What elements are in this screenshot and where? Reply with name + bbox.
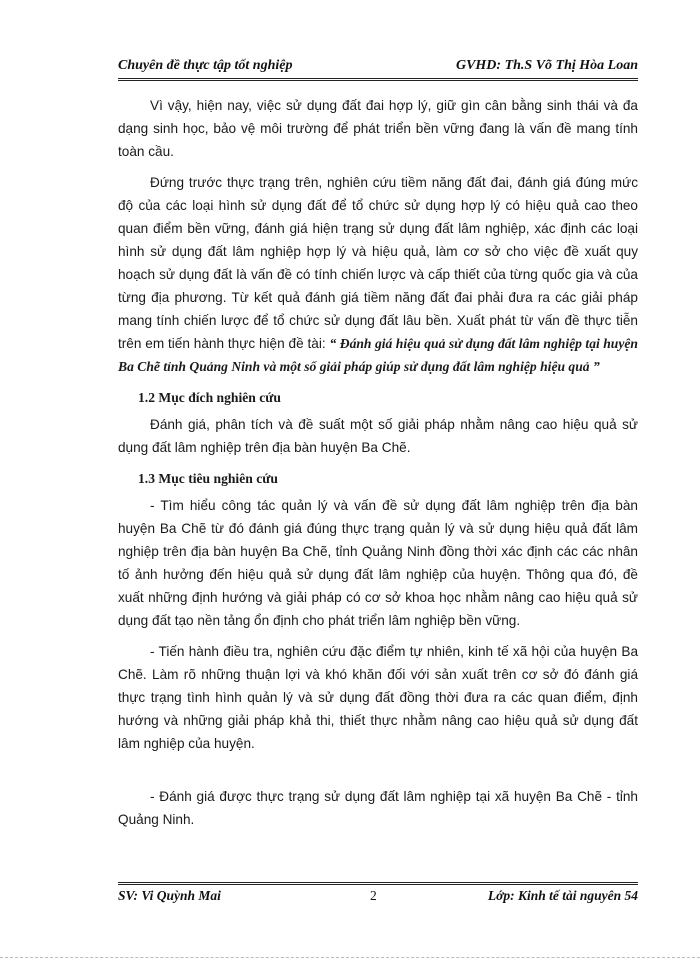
footer-student: SV: Vi Quỳnh Mai bbox=[118, 888, 221, 903]
paragraph-2 bbox=[118, 171, 638, 378]
paragraph-1: Vì vậy, hiện nay, việc sử dụng đất đai hợp lý, giữ gìn cân bằng sinh thái và đa dạng sinh học, bảo vệ môi trường để phát triển bền vững đang là vấn đề mang tính toàn cầu. bbox=[118, 98, 638, 159]
document-body bbox=[118, 94, 638, 839]
header-supervisor: GVHD: Th.S Võ Thị Hòa Loan bbox=[455, 58, 638, 73]
objective-3: - Đánh giá được thực trạng sử dụng đất lâm nghiệp tại xã huyện Ba Chẽ - tỉnh Quảng Ninh. bbox=[118, 789, 638, 827]
page-number: 2 bbox=[370, 888, 377, 903]
section-heading-1-2: 1.2 Mục đích nghiên cứu bbox=[138, 390, 281, 405]
footer-class: Lớp: Kinh tế tài nguyên 54 bbox=[487, 888, 638, 903]
header-title: Chuyên đề thực tập tốt nghiệp bbox=[118, 58, 293, 73]
page-header bbox=[118, 58, 638, 78]
header-divider bbox=[118, 78, 638, 81]
paragraph-2-text: Đứng trước thực trạng trên, nghiên cứu tiềm năng đất đai, đánh giá đúng mức độ của các loại hình sử dụng đất để tổ chức sử dụng hợp lý có hiệu quả cao theo quan điểm bền vững, đánh giá hiện trạng sử dụng đất lâm nghiệp, xác định các loại hình sử dụng đất lâm nghiệp hợp lý và hiệu quả, làm cơ sở cho việc đề xuất quy hoạch sử dụng đất là vấn đề có tính chiến lược và cấp thiết của từng quốc gia và của từng địa phương. Từ kết quả đánh giá tiềm năng đất đai phải đưa ra các giải pháp mang tính chiến lược để tổ chức sử dụng đất lâu bền. Xuất phát từ vấn đề thực tiễn trên em tiến hành thực hiện đề tài: bbox=[118, 175, 638, 351]
objective-2: - Tiến hành điều tra, nghiên cứu đặc điểm tự nhiên, kinh tế xã hội của huyện Ba Chẽ. Làm rõ những thuận lợi và khó khăn đối với sản xuất trên cơ sở đó đánh giá thực trạng tình hình quản lý và sử dụng đất đồng thời đưa ra các quan điểm, định hướng và những giải pháp khả thi, thiết thực nhằm nâng cao hiệu quả sử dụng đất lâm nghiệp của huyện. bbox=[118, 644, 638, 751]
thesis-title: “ Đánh giá hiệu quả sử dụng đất lâm nghiệp tại huyện Ba Chẽ tỉnh Quảng Ninh và một số giải pháp giúp sử dụng đất lâm nghiệp hiệu quả ” bbox=[118, 336, 638, 374]
page-footer bbox=[118, 888, 638, 908]
objective-1: - Tìm hiểu công tác quản lý và vấn đề sử dụng đất lâm nghiệp trên địa bàn huyện Ba Chẽ từ đó đánh giá đúng thực trạng quản lý và sử dụng hiệu quả đất lâm nghiệp trên địa bàn huyện Ba Chẽ, tỉnh Quảng Ninh đồng thời xác định các các nhân tố ảnh hưởng đến hiệu quả sử dụng đất lâm nghiệp của huyện. Thông qua đó, đề xuất những định hướng và giải pháp có cơ sở khoa học nhằm nâng cao hiệu quả sử dụng đất tạo nền tảng ổn định cho phát triển lâm nghiệp bền vững. bbox=[118, 498, 638, 628]
footer-divider bbox=[118, 882, 638, 885]
page-break-line bbox=[0, 957, 700, 958]
paragraph-3: Đánh giá, phân tích và đề suất một số giải pháp nhằm nâng cao hiệu quả sử dụng đất lâm nghiệp trên địa bàn huyện Ba Chẽ. bbox=[118, 417, 638, 455]
section-heading-1-3: 1.3 Mục tiêu nghiên cứu bbox=[138, 471, 278, 486]
